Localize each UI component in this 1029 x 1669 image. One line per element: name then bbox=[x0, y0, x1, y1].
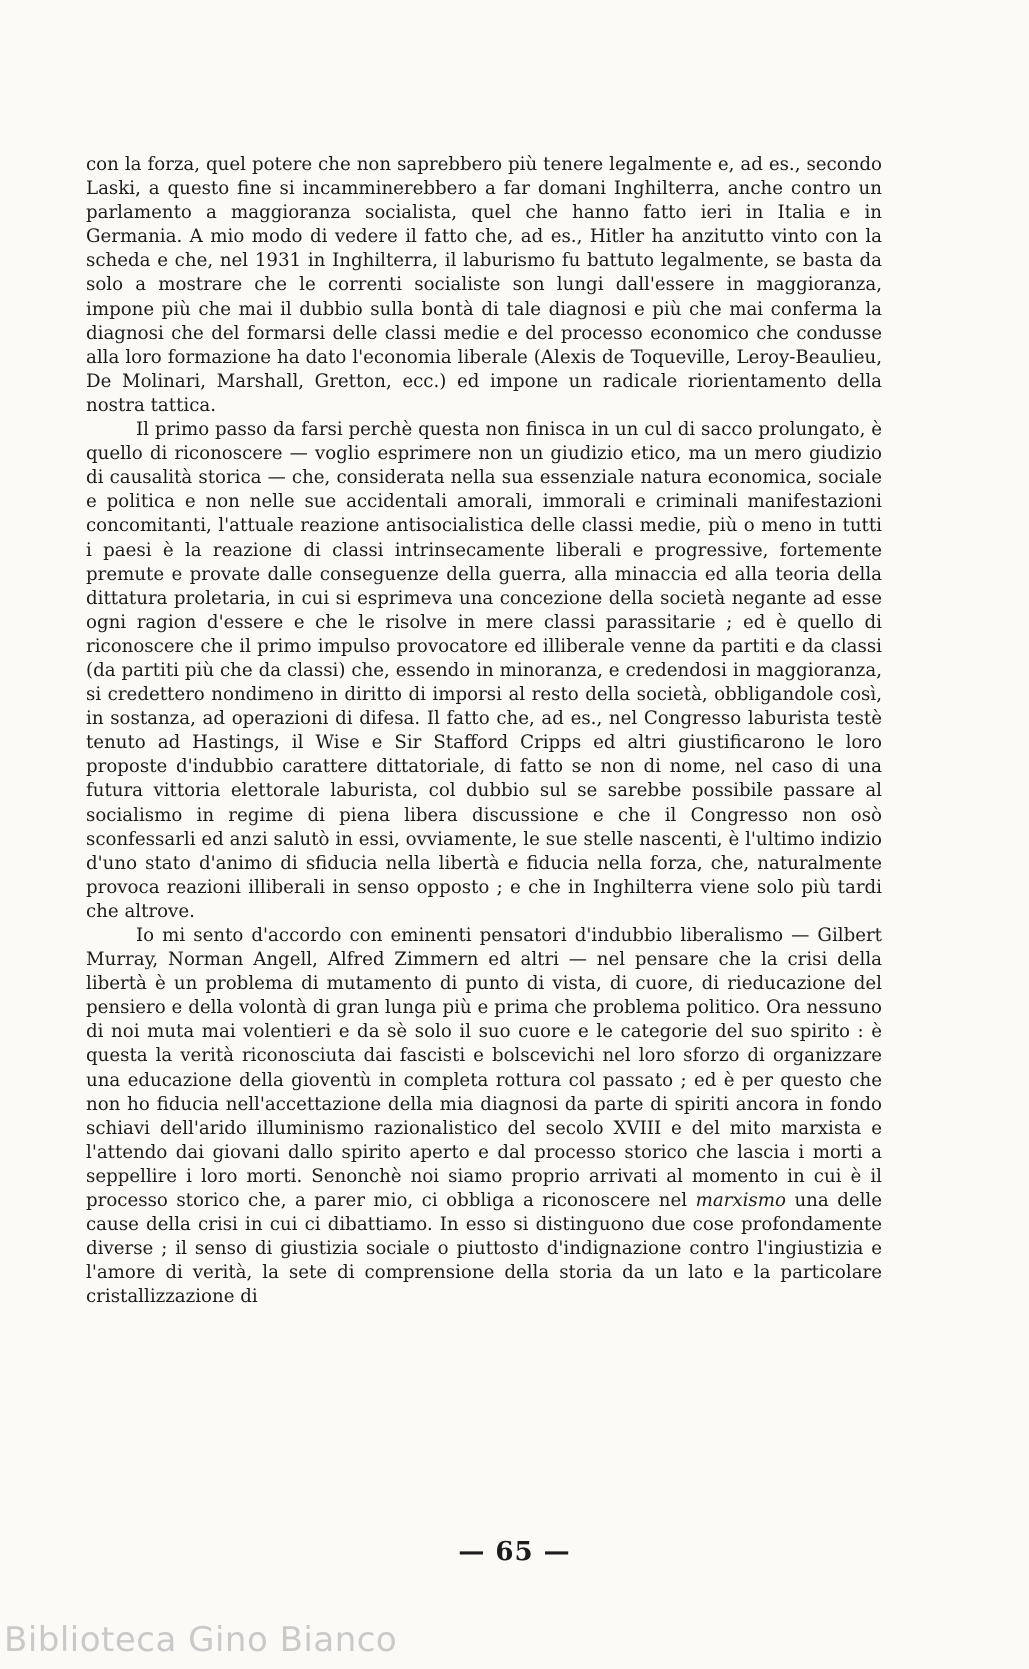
paragraph-1: con la forza, quel potere che non saprebbero più tenere legalmente e, ad es., secondo Laski, a questo fine si incamminerebbero a far domani Inghilterra, anche contro un parlamento a maggioranza socialista, quel che hanno fatto ieri in Italia e in Germania. A mio modo di vedere il fatto che, ad es., Hitler ha anzitutto vinto con la scheda e che, nel 1931 in Inghilterra, il laburismo fu battuto legalmente, se basta da solo a mostrare che le correnti socialiste son lungi dall'essere in maggioranza, impone più che mai il dubbio sulla bontà di tale diagnosi e più che mai conferma la diagnosi che del formarsi delle classi medie e del processo economico che condusse alla loro formazione ha dato l'economia liberale (Alexis de Toqueville, Leroy-Beaulieu, De Molinari, Marshall, Gretton, ecc.) ed impone un radicale riorientamento della nostra tattica. bbox=[86, 154, 882, 416]
page-number: — 65 — bbox=[458, 1537, 571, 1567]
italic-term: marxismo bbox=[695, 1190, 786, 1212]
paragraph-3-text: Io mi sento d'accordo con eminenti pensatori d'indubbio liberalismo — Gilbert Murray, Norman Angell, Alfred Zimmern ed altri — nel pensare che la crisi della libertà è un problema di mutamento di punto di vista, di cuore, di rieducazione del pensiero e della volontà di gran lunga più e prima che problema politico. Ora nessuno di noi muta mai volentieri e da sè solo il suo cuore e le categorie del suo spirito : è questa la verità riconosciuta dai fascisti e bolscevichi nel loro sforzo di organizzare una educazione della gioventù in completa rottura col passato ; ed è per questo che non ho fiducia nell'accettazione della mia diagnosi da parte di spiriti ancora in fondo schiavi dell'arido illuminismo razionalistico del secolo XVIII e del mito marxista e l'attendo dai giovani dallo spirito aperto e dal processo storico che lascia i morti a seppellire i loro morti. Senonchè noi siamo proprio arrivati al momento in cui è il processo storico che, a parer mio, ci obbliga a riconoscere nel bbox=[86, 925, 882, 1212]
body-text bbox=[86, 153, 882, 1310]
watermark: Biblioteca Gino Bianco bbox=[4, 1620, 398, 1660]
paragraph-3-continuation: una delle cause della crisi in cui ci dibattiamo. In esso si distinguono due cose profondamente diverse ; il senso di giustizia sociale o piuttosto d'indignazione contro l'ingiustizia e l'amore di verità, la sete di comprensione della storia da un lato e la particolare cristallizzazione di bbox=[86, 1190, 882, 1308]
paragraph-3 bbox=[86, 924, 882, 1310]
paragraph-2: Il primo passo da farsi perchè questa non finisca in un cul di sacco prolungato, è quello di riconoscere — voglio esprimere non un giudizio etico, ma un mero giudizio di causalità storica — che, considerata nella sua essenziale natura economica, sociale e politica e non nelle sue accidentali amorali, immorali e criminali manifestazioni concomitanti, l'attuale reazione antisocialistica delle classi medie, più o meno in tutti i paesi è la reazione di classi intrinsecamente liberali e progressive, fortemente premute e provate dalle conseguenze della guerra, alla minaccia ed alla teoria della dittatura proletaria, in cui si esprimeva una concezione della società negante ad esse ogni ragion d'essere e che le risolve in mere classi parassitarie ; ed è quello di riconoscere che il primo impulso provocatore ed illiberale venne da partiti e da classi (da partiti più che da classi) che, essendo in minoranza, e credendosi in maggioranza, si credettero nondimeno in diritto di imporsi al resto della società, obbligandole così, in sostanza, ad operazioni di difesa. Il fatto che, ad es., nel Congresso laburista testè tenuto ad Hastings, il Wise e Sir Stafford Cripps ed altri giustificarono le loro proposte d'indubbio carattere dittatoriale, di fatto se non di nome, nel caso di una futura vittoria elettorale laburista, col dubbio sul se sarebbe possibile passare al socialismo in regime di piena libera discussione e che il Congresso non osò sconfessarli ed anzi salutò in essi, ovviamente, le sue stelle nascenti, è l'ultimo indizio d'uno stato d'animo di sfiducia nella libertà e fiducia nella forza, che, naturalmente provoca reazioni illiberali in senso opposto ; e che in Inghilterra viene solo più tardi che altrove. bbox=[86, 419, 882, 922]
